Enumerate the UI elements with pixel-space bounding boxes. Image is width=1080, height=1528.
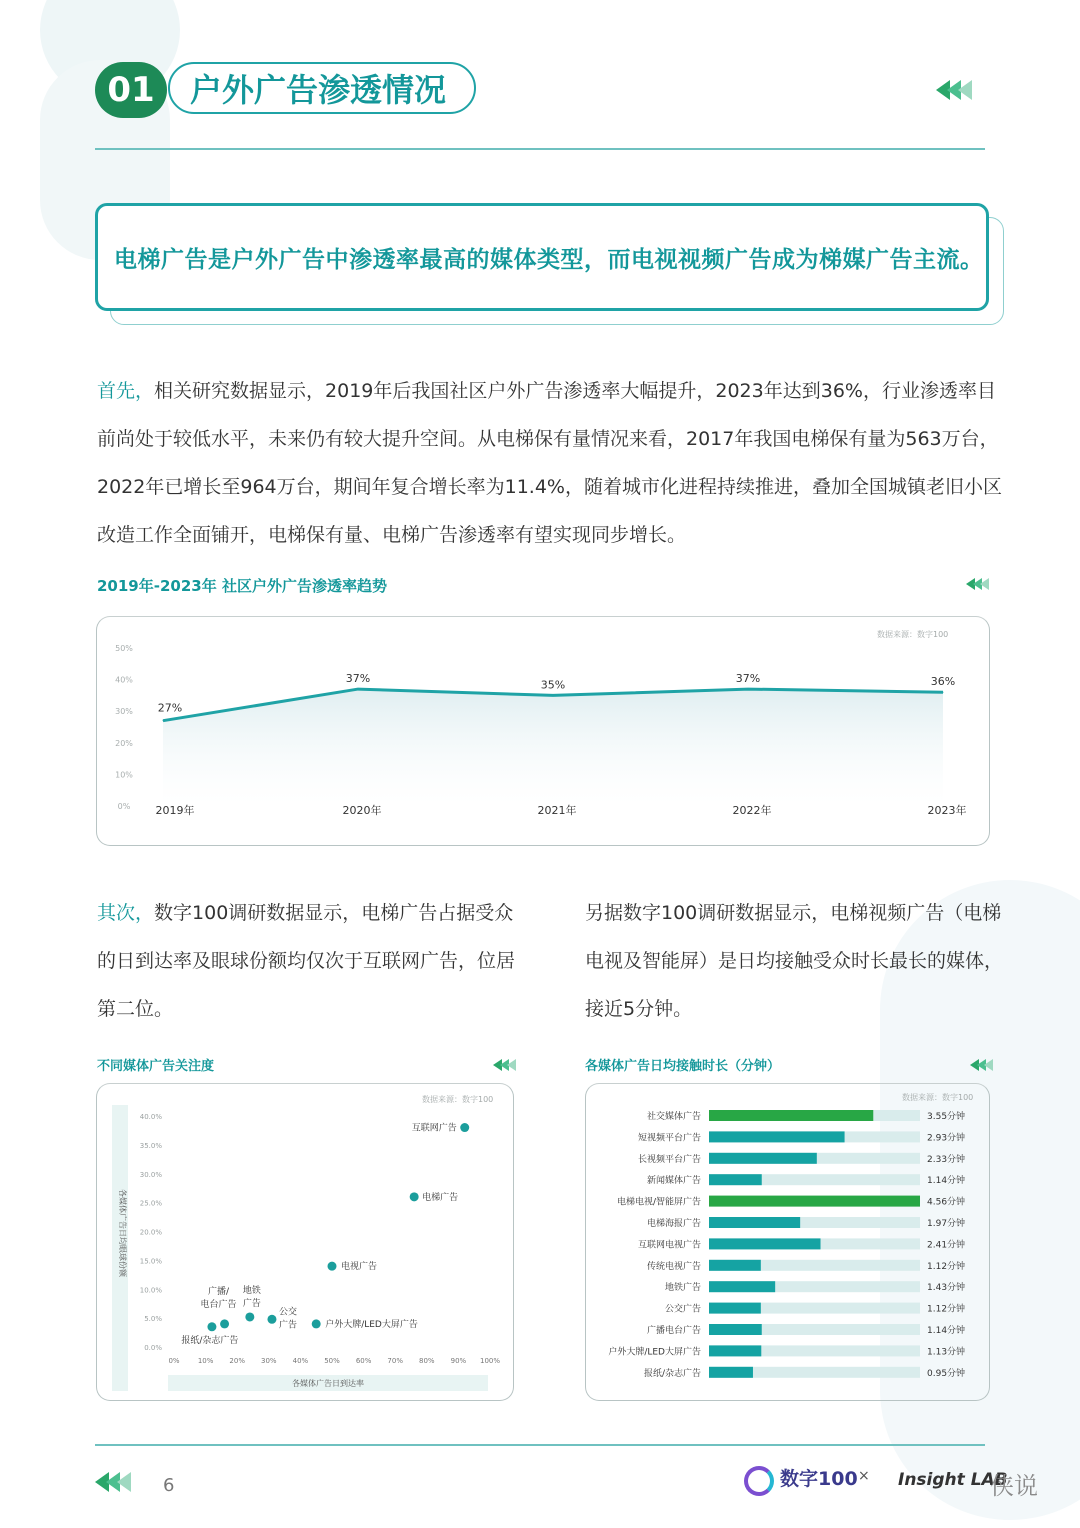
x-tick-label: 80%: [419, 1357, 435, 1365]
bar-value-label: 2.93分钟: [927, 1133, 966, 1144]
data-point: [358, 689, 359, 690]
y-axis-label: 各媒体广告日均眼球份额: [118, 1189, 127, 1277]
bar-chart-title: 各媒体广告日均接触时长（分钟）: [585, 1059, 781, 1074]
scatter-point: [328, 1262, 337, 1271]
x-tick-label: 20%: [229, 1357, 245, 1365]
line-chart: [96, 616, 990, 846]
y-tick-label: 0.0%: [144, 1344, 162, 1352]
y-tick-label: 30%: [115, 707, 133, 717]
partner-logo-text: Insight LAB: [898, 1470, 1008, 1490]
bar: [709, 1153, 817, 1164]
y-tick-label: 50%: [115, 644, 133, 653]
bar-category-label: 电梯海报广告: [646, 1219, 701, 1229]
point-label: 地铁广告: [242, 1285, 261, 1309]
arrows-decoration-icon: [936, 80, 969, 100]
paragraph-lead: 其次，: [97, 902, 155, 924]
y-tick-label: 10%: [115, 770, 133, 780]
bar-category-label: 户外大牌/LED大屏广告: [608, 1347, 701, 1358]
bar: [709, 1174, 762, 1185]
x-tick-label: 40%: [292, 1357, 309, 1365]
bar-value-label: 1.14分钟: [927, 1176, 966, 1187]
bar-category-label: 电梯电视/智能屏广告: [616, 1197, 701, 1208]
x-tick-label: 50%: [324, 1357, 340, 1365]
data-point: [943, 692, 944, 693]
line-chart-source: 数据来源：数字100: [877, 630, 949, 639]
x-axis-label: 各媒体广告日到达率: [292, 1379, 364, 1388]
scatter-point: [410, 1192, 419, 1201]
data-label: 37%: [735, 672, 761, 686]
brand-logo-text: 数字100: [780, 1468, 858, 1490]
point-label: 电梯广告: [422, 1192, 459, 1203]
scatter-point: [220, 1319, 229, 1328]
x-tick-label: 100%: [479, 1357, 501, 1365]
bar-value-label: 1.14分钟: [927, 1326, 966, 1336]
y-tick-label: 0%: [117, 802, 131, 811]
data-point: [163, 720, 164, 721]
y-tick-label: 30.0%: [139, 1170, 162, 1179]
scatter-point: [312, 1319, 321, 1328]
y-tick-label: 40.0%: [139, 1113, 162, 1121]
bar-value-label: 2.41分钟: [927, 1240, 966, 1251]
bar-category-label: 互联网电视广告: [637, 1240, 701, 1251]
paragraph-lead: 首先，: [97, 380, 155, 402]
section-number-badge: 01: [95, 62, 167, 118]
y-tick-label: 20%: [115, 738, 133, 748]
bar-value-label: 1.12分钟: [927, 1304, 966, 1315]
bar-value-label: 0.95分钟: [927, 1368, 966, 1379]
scatter-chart-title: 不同媒体广告关注度: [97, 1059, 215, 1074]
x-tick-label: 0%: [168, 1357, 180, 1365]
data-label: 36%: [930, 675, 956, 689]
arrows-decoration-icon: [970, 1059, 991, 1071]
x-tick-label: 2020年: [342, 804, 382, 817]
scatter-chart-source: 数据来源：数字100: [422, 1095, 494, 1104]
y-tick-label: 5.0%: [144, 1315, 162, 1324]
bar-category-label: 传统电视广告: [646, 1261, 701, 1272]
bar: [709, 1110, 873, 1121]
highlight-box: 电梯广告是户外广告中渗透率最高的媒体类型，而电视视频广告成为梯媒广告主流。: [95, 203, 989, 311]
x-tick-label: 2021年: [537, 804, 577, 817]
line-area: [163, 689, 943, 806]
data-label: 37%: [345, 672, 371, 686]
footer-divider: [95, 1444, 985, 1446]
arrows-decoration-icon: [493, 1059, 514, 1071]
bar: [709, 1131, 845, 1142]
paragraph-text: 相关研究数据显示，2019年后我国社区户外广告渗透率大幅提升，2023年达到36%，行业渗透率目前尚处于较低水平，未来仍有较大提升空间。从电梯保有量情况来看，2017年我国电梯保有量为563万台，2022年已增长至964万台，期间年复合增长率为11.4%，随着城市化进程持续推进，叠加全国城镇老旧小区改造工作全面铺开，电梯保有量、电梯广告渗透率有望实现同步增长。: [97, 380, 1002, 546]
bar-value-label: 1.13分钟: [927, 1347, 966, 1358]
bar-value-label: 1.43分钟: [927, 1283, 966, 1294]
x-tick-label: 90%: [450, 1357, 467, 1365]
point-label: 报纸/杂志广告: [181, 1335, 239, 1346]
bar-value-label: 4.56分钟: [927, 1197, 966, 1208]
bar-category-label: 地铁广告: [664, 1283, 701, 1294]
x-tick-label: 2022年: [732, 804, 772, 817]
y-tick-label: 10.0%: [139, 1286, 162, 1295]
x-tick-label: 10%: [197, 1357, 214, 1365]
x-tick-label: 70%: [387, 1357, 403, 1365]
arrows-decoration-icon: [966, 578, 987, 590]
bar-value-label: 1.97分钟: [927, 1219, 966, 1229]
scatter-chart: [96, 1083, 514, 1401]
paragraph-text: 数字100调研数据显示，电梯广告占据受众的日到达率及眼球份额均仅次于互联网广告，位居第二位。: [97, 902, 516, 1020]
line-chart-title: 2019年-2023年 社区户外广告渗透率趋势: [97, 577, 387, 595]
bar-category-label: 新闻媒体广告: [646, 1176, 701, 1187]
section-title: 户外广告渗透情况: [168, 62, 476, 114]
bar-category-label: 公交广告: [664, 1304, 701, 1315]
bar: [709, 1260, 761, 1271]
paragraph-attention: [97, 889, 517, 1033]
scatter-point: [267, 1315, 276, 1324]
point-label: 户外大牌/LED大屏广告: [325, 1319, 418, 1330]
arrows-decoration-icon: [95, 1472, 128, 1492]
data-point: [748, 689, 749, 690]
bar-chart-source: 数据来源：数字100: [902, 1093, 974, 1102]
x-tick-label: 60%: [355, 1357, 372, 1365]
bar: [709, 1238, 821, 1249]
brand-logo-icon: [744, 1466, 774, 1496]
brand-separator: ×: [858, 1468, 870, 1484]
x-tick-label: 30%: [261, 1357, 277, 1365]
paragraph-penetration: [97, 367, 1002, 559]
bar-value-label: 1.12分钟: [927, 1261, 966, 1272]
bar: [709, 1367, 753, 1378]
bar-value-label: 3.55分钟: [927, 1112, 966, 1122]
bar-category-label: 广播电台广告: [646, 1326, 701, 1336]
page-number: 6: [163, 1475, 175, 1496]
bar: [709, 1303, 761, 1314]
y-tick-label: 40%: [115, 675, 133, 685]
x-tick-label: 2019年: [155, 804, 195, 817]
data-label: 35%: [540, 678, 566, 692]
bar-category-label: 报纸/杂志广告: [643, 1368, 701, 1379]
bar: [709, 1324, 762, 1335]
bar-chart: [585, 1083, 990, 1401]
y-tick-label: 15.0%: [139, 1257, 162, 1266]
bar-category-label: 短视频平台广告: [637, 1133, 701, 1144]
header-divider: [95, 148, 985, 150]
point-label: 广播/电台广告: [200, 1286, 237, 1310]
x-tick-label: 2023年: [927, 804, 967, 817]
bar-value-label: 2.33分钟: [927, 1154, 966, 1165]
scatter-point: [245, 1312, 254, 1321]
bar: [709, 1345, 761, 1356]
scatter-point: [460, 1123, 469, 1132]
bar: [709, 1217, 800, 1228]
data-label: 27%: [157, 701, 183, 715]
y-tick-label: 25.0%: [139, 1199, 162, 1208]
y-tick-label: 35.0%: [139, 1141, 162, 1150]
bar-category-label: 社交媒体广告: [646, 1112, 701, 1122]
data-point: [553, 695, 554, 696]
watermark-text: 侠说: [990, 1472, 1038, 1500]
point-label: 电视广告: [341, 1262, 378, 1273]
y-tick-label: 20.0%: [139, 1228, 162, 1237]
scatter-point: [207, 1322, 216, 1331]
bar: [709, 1281, 775, 1292]
bar-category-label: 长视频平台广告: [637, 1154, 701, 1165]
point-label: 互联网广告: [411, 1123, 457, 1134]
point-label: 公交广告: [278, 1307, 297, 1331]
bar: [709, 1196, 920, 1207]
paragraph-duration: 另据数字100调研数据显示，电梯视频广告（电梯电视及智能屏）是日均接触受众时长最长的媒体，接近5分钟。: [585, 902, 1004, 1020]
